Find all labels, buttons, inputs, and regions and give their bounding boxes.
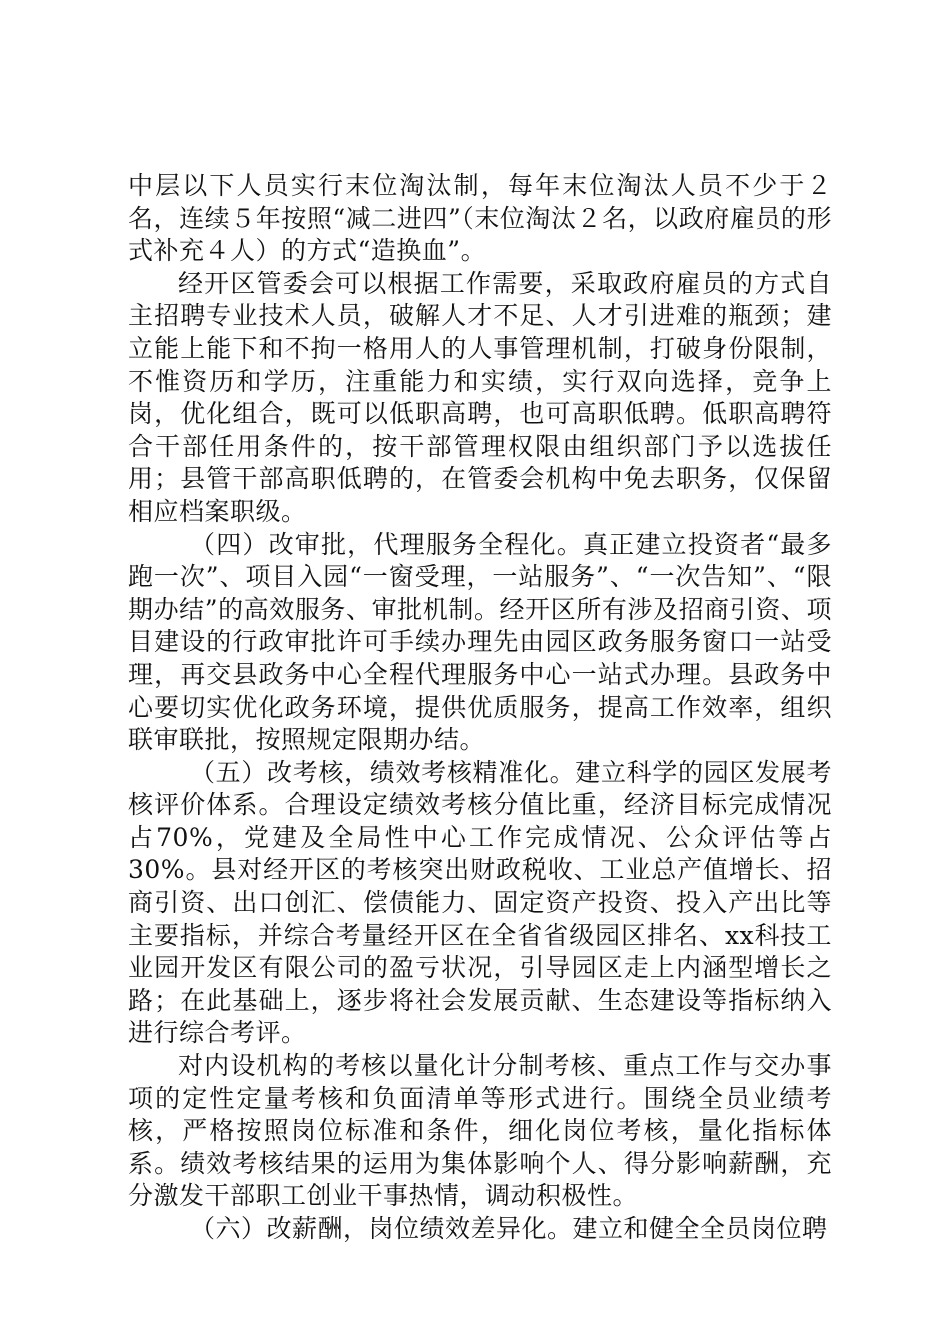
paragraph-assessment-reform: （五）改考核，绩效考核精准化。建立科学的园区发展考核评价体系。合理设定绩效考核分值比重，经济目标完成情况占70%，党建及全局性中心工作完成情况、公众评估等占30%。县对经开区的考核突出财政税收、工业总产值增长、招商引资、出口创汇、偿债能力、固定资产投资、投入产出比等主要指标，并综合考量经开区在全省省级园区排名、xx科技工业园开发区有限公司的盈亏状况，引导园区走上内涵型增长之路；在此基础上，逐步将社会发展贡献、生态建设等指标纳入进行综合考评。: [128, 757, 832, 1048]
paragraph-approval-reform: （四）改审批，代理服务全程化。真正建立投资者“最多跑一次”、项目入园“一窗受理，一站服务”、“一次告知”、“限期办结”的高效服务、审批机制。经开区所有涉及招商引资、项目建设的行政审批许可手续办理先由园区政务服务窗口一站受理，再交县政务中心全程代理服务中心一站式办理。县政务中心要切实优化政务环境，提供优质服务，提高工作效率，组织联审联批，按照规定限期办结。: [128, 529, 832, 755]
paragraph-salary-reform: （六）改薪酬，岗位绩效差异化。建立和健全全员岗位聘: [190, 1214, 828, 1243]
document-body: [128, 170, 832, 1246]
paragraph-elimination-system: 中层以下人员实行末位淘汰制，每年末位淘汰人员不少于２名，连续５年按照“减二进四”（末位淘汰２名，以政府雇员的形式补充４人）的方式“造换血”。: [128, 171, 832, 266]
paragraph-internal-assessment: 对内设机构的考核以量化计分制考核、重点工作与交办事项的定性定量考核和负面清单等形式进行。围绕全员业绩考核，严格按照岗位标准和条件，细化岗位考核，量化指标体系。绩效考核结果的运用为集体影响个人、得分影响薪酬，充分激发干部职工创业干事热情，调动积极性。: [128, 1051, 832, 1211]
paragraph-recruitment-management: 经开区管委会可以根据工作需要，采取政府雇员的方式自主招聘专业技术人员，破解人才不足、人才引进难的瓶颈；建立能上能下和不拘一格用人的人事管理机制，打破身份限制，不惟资历和学历，注重能力和实绩，实行双向选择，竞争上岗，优化组合，既可以低职高聘，也可高职低聘。低职高聘符合干部任用条件的，按干部管理权限由组织部门予以选拔任用；县管干部高职低聘的，在管委会机构中免去职务，仅保留相应档案职级。: [128, 268, 832, 526]
